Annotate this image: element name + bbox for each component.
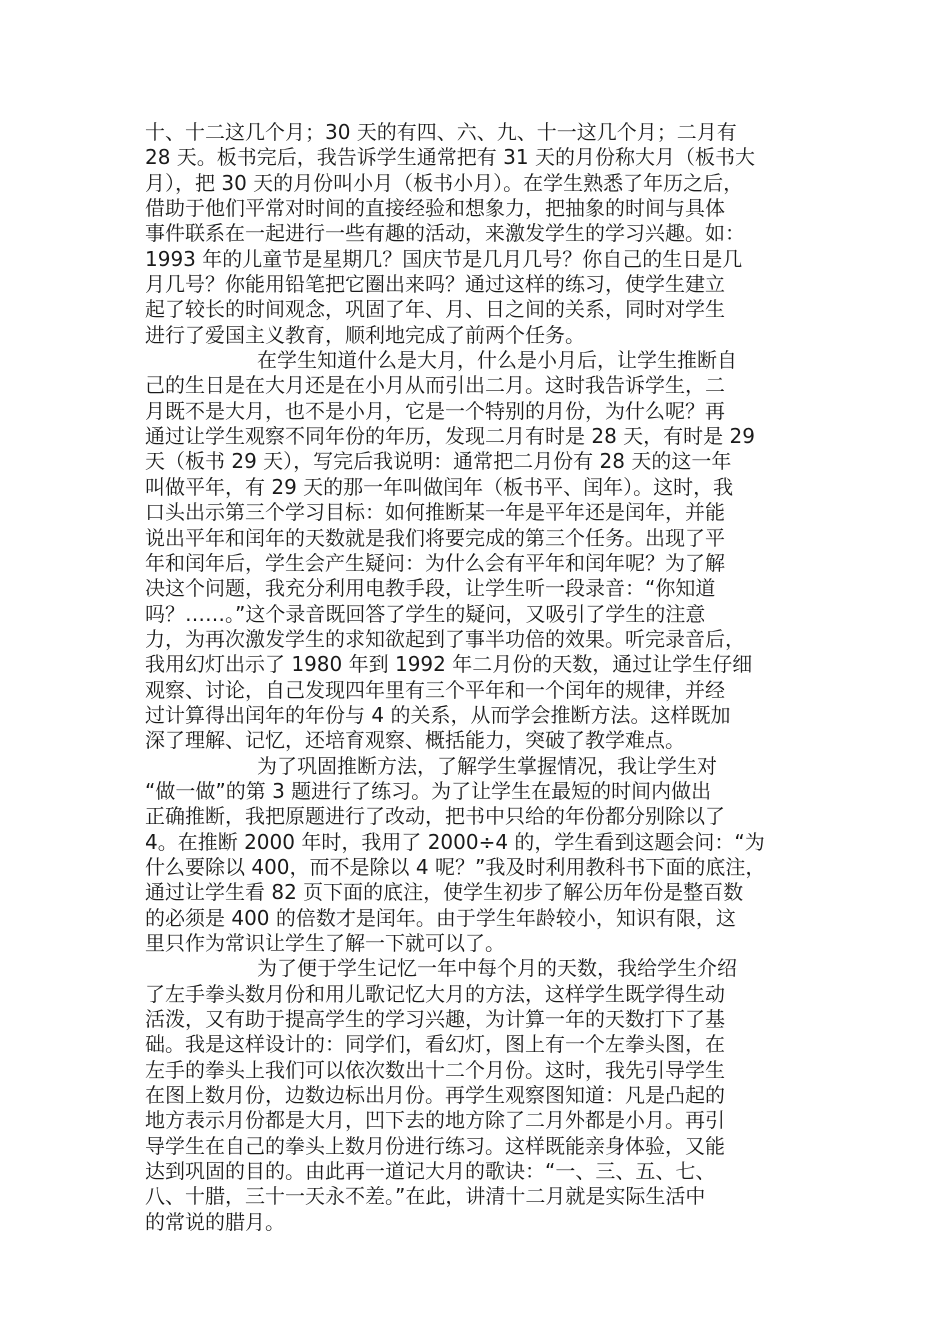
text-line: 月既不是大月，也不是小月，它是一个特别的月份，为什么呢？再 [145, 398, 725, 423]
text-line: 的常说的腊月。 [145, 1209, 285, 1234]
text-line: 左手的拳头上我们可以依次数出十二个月份。这时，我先引导学生 [145, 1057, 725, 1082]
text-line: 了左手拳头数月份和用儿歌记忆大月的方法，这样学生既学得生动 [145, 981, 725, 1006]
text-line: 在学生知道什么是大月，什么是小月后，让学生推断自 [257, 348, 737, 373]
text-line: 月），把 30 天的月份叫小月（板书小月）。在学生熟悉了年历之后， [145, 170, 744, 195]
text-line: 为了便于学生记忆一年中每个月的天数，我给学生介绍 [257, 956, 737, 981]
text-line: 己的生日是在大月还是在小月从而引出二月。这时我告诉学生，二 [145, 373, 725, 398]
paragraph [145, 348, 813, 754]
text-line: 决这个问题，我充分利用电教手段，让学生听一段录音：“你知道 [145, 576, 716, 601]
text-line: 什么要除以 400，而不是除以 4 呢？”我及时利用教科书下面的底注， [145, 854, 766, 879]
text-line: 观察、讨论，自己发现四年里有三个平年和一个闰年的规律，并经 [145, 677, 725, 702]
text-line: 过计算得出闰年的年份与 4 的关系，从而学会推断方法。这样既加 [145, 702, 731, 727]
text-line: 月几号？你能用铅笔把它圈出来吗？通过这样的练习，使学生建立 [145, 272, 725, 297]
text-line: 起了较长的时间观念，巩固了年、月、日之间的关系，同时对学生 [145, 297, 725, 322]
text-line: 事件联系在一起进行一些有趣的活动，来激发学生的学习兴趣。如： [145, 221, 745, 246]
text-line: 正确推断，我把原题进行了改动，把书中只给的年份都分别除以了 [145, 804, 725, 829]
text-line: 我用幻灯出示了 1980 年到 1992 年二月份的天数，通过让学生仔细 [145, 652, 753, 677]
text-line: 础。我是这样设计的：同学们，看幻灯，图上有一个左拳头图，在 [145, 1032, 725, 1057]
text-line: 导学生在自己的拳头上数月份进行练习。这样既能亲身体验，又能 [145, 1133, 725, 1158]
text-line: 1993 年的儿童节是星期几？国庆节是几月几号？你自己的生日是几 [145, 246, 743, 271]
text-line: 口头出示第三个学习目标：如何推断某一年是平年还是闰年，并能 [145, 500, 725, 525]
text-line: 天（板书 29 天），写完后我说明：通常把二月份有 28 天的这一年 [145, 449, 732, 474]
text-line: 进行了爱国主义教育，顺利地完成了前两个任务。 [145, 322, 585, 347]
text-line: 通过让学生观察不同年份的年历，发现二月有时是 28 天，有时是 29 [145, 424, 755, 449]
text-line: 在图上数月份，边数边标出月份。再学生观察图知道：凡是凸起的 [145, 1083, 725, 1108]
text-line: 说出平年和闰年的天数就是我们将要完成的第三个任务。出现了平 [145, 525, 725, 550]
text-line: 的必须是 400 的倍数才是闰年。由于学生年龄较小，知识有限，这 [145, 905, 736, 930]
text-line: 年和闰年后，学生会产生疑问：为什么会有平年和闰年呢？为了解 [145, 550, 725, 575]
text-line: “做一做”的第 3 题进行了练习。为了让学生在最短的时间内做出 [145, 778, 712, 803]
text-line: 八、十腊，三十一天永不差。”在此，讲清十二月就是实际生活中 [145, 1184, 706, 1209]
text-line: 28 天。板书完后，我告诉学生通常把有 31 天的月份称大月（板书大 [145, 145, 755, 170]
paragraph [145, 754, 813, 957]
text-line: 通过让学生看 82 页下面的底注，使学生初步了解公历年份是整百数 [145, 880, 744, 905]
paragraph [145, 120, 813, 348]
text-line: 地方表示月份都是大月，凹下去的地方除了二月外都是小月。再引 [145, 1108, 725, 1133]
text-line: 里只作为常识让学生了解一下就可以了。 [145, 931, 505, 955]
text-line: 叫做平年，有 29 天的那一年叫做闰年（板书平、闰年）。这时，我 [145, 474, 734, 499]
text-line: 吗？……。”这个录音既回答了学生的疑问，又吸引了学生的注意 [145, 601, 706, 626]
paragraph [145, 956, 813, 1235]
text-line: 4。在推断 2000 年时，我用了 2000÷4 的，学生看到这题会问：“为 [145, 829, 765, 854]
text-line: 达到巩固的目的。由此再一道记大月的歌诀：“一、三、五、七、 [145, 1159, 716, 1184]
document-body [145, 120, 813, 1235]
text-line: 力，为再次激发学生的求知欲起到了事半功倍的效果。听完录音后， [145, 626, 745, 651]
text-line: 借助于他们平常对时间的直接经验和想象力，把抽象的时间与具体 [145, 196, 725, 221]
text-line: 活泼，又有助于提高学生的学习兴趣，为计算一年的天数打下了基 [145, 1007, 725, 1032]
text-line: 十、十二这几个月；30 天的有四、六、九、十一这几个月；二月有 [145, 120, 737, 144]
text-line: 为了巩固推断方法，了解学生掌握情况，我让学生对 [257, 753, 717, 778]
text-line: 深了理解、记忆，还培育观察、概括能力，突破了教学难点。 [145, 728, 685, 753]
